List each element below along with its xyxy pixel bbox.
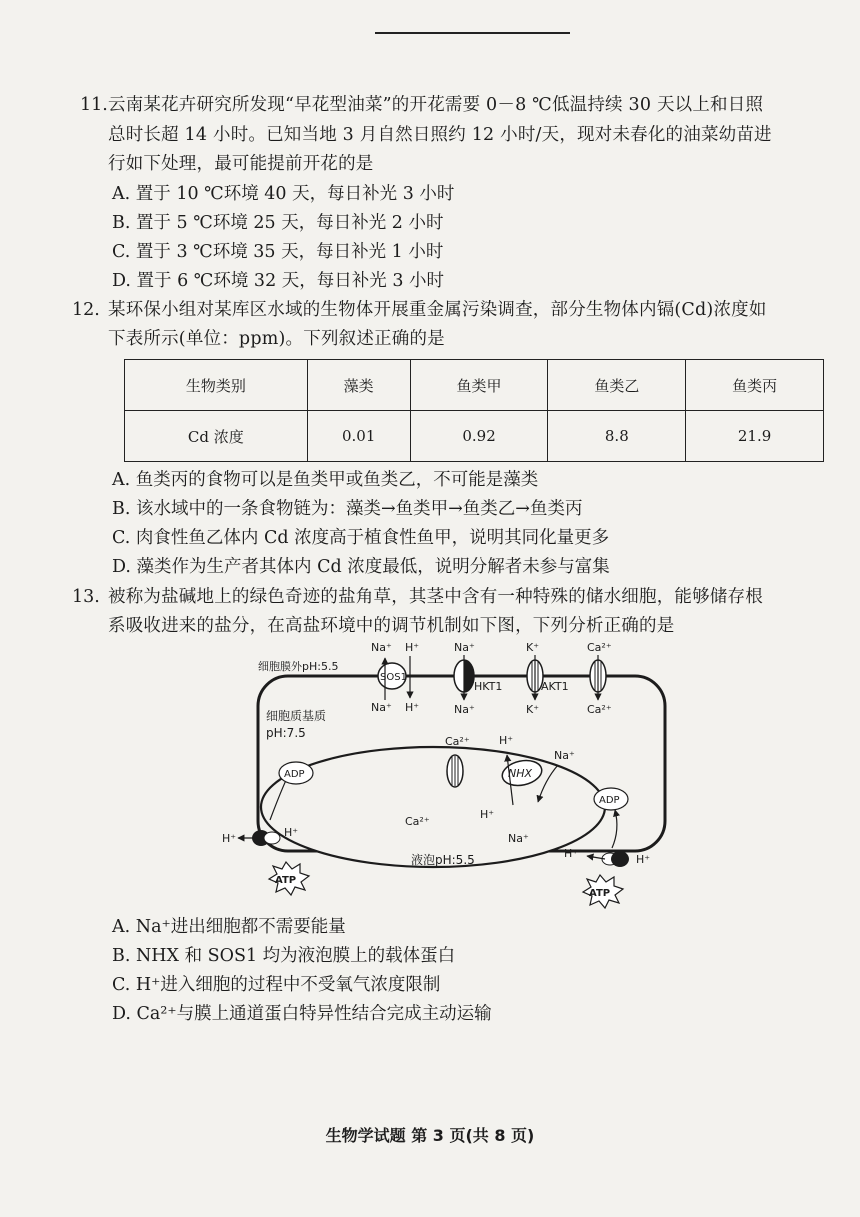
q12-option-a: A. 鱼类丙的食物可以是鱼类甲或鱼类乙，不可能是藻类 <box>112 470 539 490</box>
ca-channel-vacuole <box>447 755 463 787</box>
q12-option-b: B. 该水域中的一条食物链为：藻类→鱼类甲→鱼类乙→鱼类丙 <box>112 499 583 519</box>
akt1-k-out: K⁺ <box>526 641 540 654</box>
right-adp <box>594 788 628 810</box>
table-header-cell: 鱼类丙 <box>686 360 824 411</box>
hkt1-na-out: Na⁺ <box>454 641 475 654</box>
right-atp-label: ATP <box>589 888 611 899</box>
table-cell: 0.01 <box>307 411 410 462</box>
ca-in: Ca²⁺ <box>587 703 612 716</box>
table-cell: Cd 浓度 <box>125 411 308 462</box>
q11-stem-line-1: 云南某花卉研究所发现“早花型油菜”的开花需要 0－8 ℃低温持续 30 天以上和日照 <box>108 95 764 115</box>
table-header-cell: 藻类 <box>307 360 410 411</box>
q11-stem-line-2: 总时长超 14 小时。已知当地 3 月自然日照约 12 小时/天，现对未春化的油菜幼苗进 <box>108 125 772 145</box>
q13-stem-line-1: 被称为盐碱地上的绿色奇迹的盐角草，其茎中含有一种特殊的储水细胞，能够储存根 <box>108 587 763 607</box>
vacuole-ph-label: 液泡pH:5.5 <box>411 853 475 867</box>
q11-option-a: A. 置于 10 ℃环境 40 天，每日补光 3 小时 <box>112 184 455 204</box>
h-vacuole: H⁺ <box>480 808 495 821</box>
q12-number: 12. <box>72 300 100 320</box>
akt1-k-in: K⁺ <box>526 703 540 716</box>
q11-stem-line-3: 行如下处理，最可能提前开花的是 <box>108 154 374 174</box>
akt1-label: AKT1 <box>541 680 569 693</box>
sos1-na-out: Na⁺ <box>371 641 392 654</box>
right-atp-burst <box>583 875 623 908</box>
nhx-label: NHX <box>508 767 533 780</box>
na-vacuole: Na⁺ <box>508 832 529 845</box>
q11-option-d: D. 置于 6 ℃环境 32 天，每日补光 3 小时 <box>112 271 445 291</box>
cytoplasm-ph-label: pH:7.5 <box>266 726 306 740</box>
outside-ph-label: 细胞膜外pH:5.5 <box>258 660 339 673</box>
table-cell: 21.9 <box>686 411 824 462</box>
q11-number: 11. <box>80 95 108 115</box>
right-pump-h-in: H⁺ <box>636 853 651 866</box>
cytoplasm-label: 细胞质基质 <box>266 709 327 723</box>
left-pump-h-in: H⁺ <box>284 826 299 839</box>
left-atp-label: ATP <box>275 875 297 886</box>
q13-option-d: D. Ca²⁺与膜上通道蛋白特异性结合完成主动运输 <box>112 1004 492 1024</box>
left-adp-label: ADP <box>284 769 305 780</box>
nhx-h-out: H⁺ <box>499 734 514 747</box>
table-header-cell: 生物类别 <box>125 360 308 411</box>
left-atp-burst <box>269 862 309 895</box>
nhx-na-in: Na⁺ <box>554 749 575 762</box>
q12-stem-line-2: 下表所示(单位：ppm)。下列叙述正确的是 <box>108 329 445 349</box>
q12-option-c: C. 肉食性鱼乙体内 Cd 浓度高于植食性鱼甲，说明其同化量更多 <box>112 528 610 548</box>
table-cell: 8.8 <box>548 411 686 462</box>
page-footer: 生物学试题 第 3 页(共 8 页) <box>325 1126 535 1145</box>
q13-option-c: C. H⁺进入细胞的过程中不受氧气浓度限制 <box>112 975 441 995</box>
q13-option-b: B. NHX 和 SOS1 均为液泡膜上的载体蛋白 <box>112 946 456 966</box>
sos1-h-in: H⁺ <box>405 701 420 714</box>
q12-stem-line-1: 某环保小组对某库区水域的生物体开展重金属污染调查，部分生物体内镉(Cd)浓度如 <box>108 300 767 320</box>
hkt1-na-in: Na⁺ <box>454 703 475 716</box>
vacuole <box>261 747 605 867</box>
q11-option-b: B. 置于 5 ℃环境 25 天，每日补光 2 小时 <box>112 213 444 233</box>
sos1-transporter <box>378 663 407 689</box>
table-cell: 0.92 <box>410 411 548 462</box>
q13-stem-line-2: 系吸收进来的盐分，在高盐环境中的调节机制如下图，下列分析正确的是 <box>108 616 675 636</box>
ca-cytoplasm: Ca²⁺ <box>445 735 470 748</box>
sos1-h-out: H⁺ <box>405 641 420 654</box>
q13-number: 13. <box>72 587 100 607</box>
table-header-cell: 鱼类乙 <box>548 360 686 411</box>
ca-vacuole: Ca²⁺ <box>405 815 430 828</box>
right-pump-h-out: H⁺ <box>564 847 579 860</box>
ca-out: Ca²⁺ <box>587 641 612 654</box>
q12-option-d: D. 藻类作为生产者其体内 Cd 浓度最低，说明分解者未参与富集 <box>112 557 610 577</box>
q11-option-c: C. 置于 3 ℃环境 35 天，每日补光 1 小时 <box>112 242 444 262</box>
right-adp-label: ADP <box>599 795 620 806</box>
left-adp <box>279 762 313 784</box>
hkt1-label: HKT1 <box>474 680 503 693</box>
sos1-label: SOS1 <box>380 672 407 683</box>
sos1-na-in: Na⁺ <box>371 701 392 714</box>
right-proton-pump <box>602 851 629 867</box>
table-header-cell: 鱼类甲 <box>410 360 548 411</box>
q13-option-a: A. Na⁺进出细胞都不需要能量 <box>112 917 346 937</box>
left-pump-h-out: H⁺ <box>222 832 237 845</box>
